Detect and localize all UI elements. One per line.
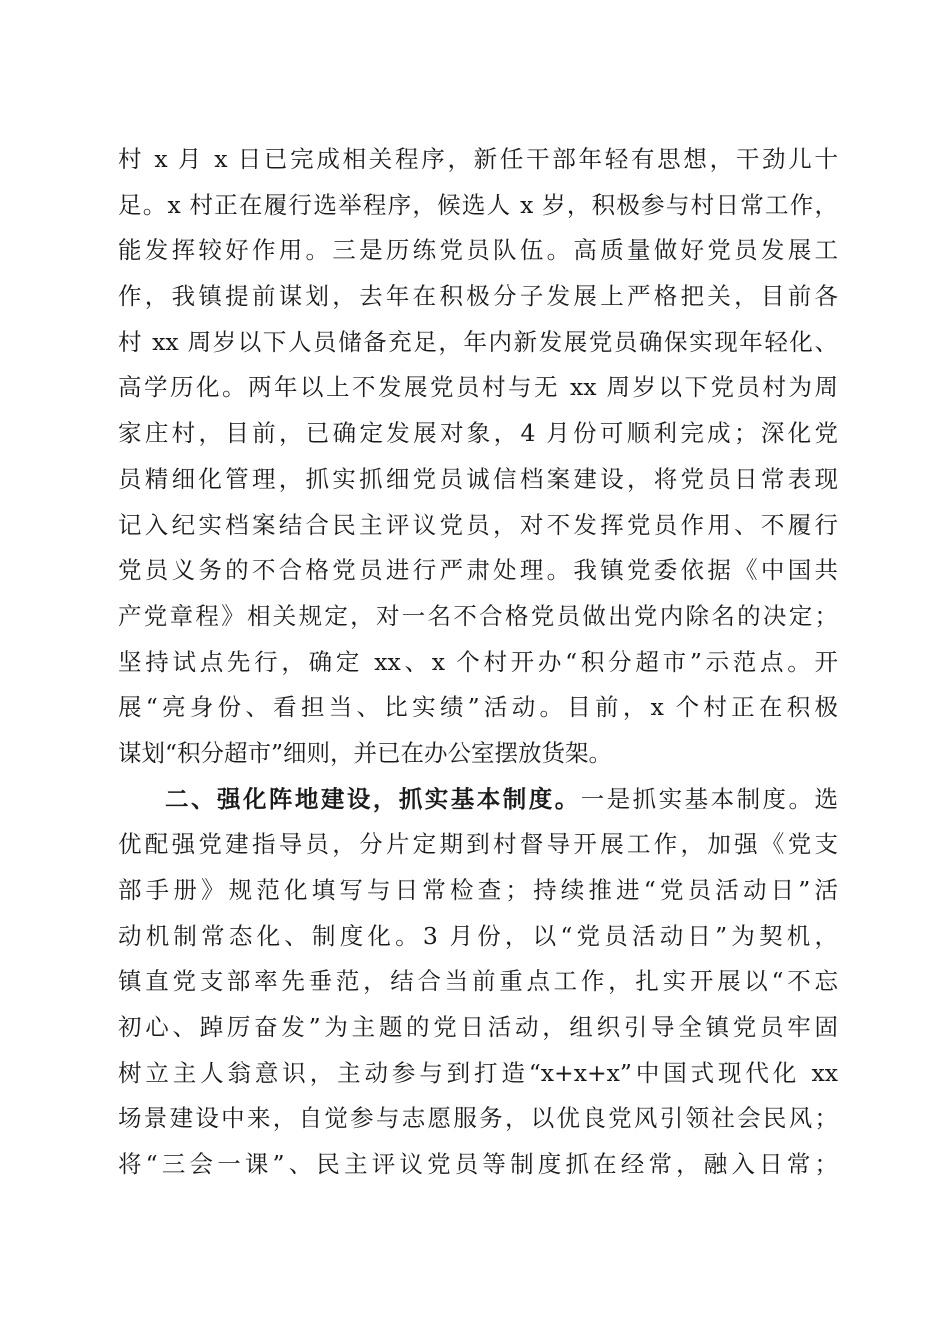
body-line: 村 x 月 x 日已完成相关程序，新任干部年轻有思想，干劲儿十 <box>118 145 838 173</box>
body-line: 树立主人翁意识，主动参与到打造“x+x+x”中国式现代化 xx <box>118 1058 838 1087</box>
body-line: 高学历化。两年以上不发展党员村与无 xx 周岁以下党员村为周 <box>118 373 838 402</box>
body-line: 部手册》规范化填写与日常检查；持续推进“党员活动日”活 <box>118 876 838 904</box>
body-line: 谋划“积分超市”细则，并已在办公室摆放货架。 <box>118 738 613 767</box>
body-line: 展“亮身份、看担当、比实绩”活动。目前，x 个村正在积极 <box>118 693 838 722</box>
body-line: 场景建设中来，自觉参与志愿服务，以优良党风引领社会民风； <box>118 1104 838 1133</box>
body-line: 村 xx 周岁以下人员储备充足，年内新发展党员确保实现年轻化、 <box>118 327 838 356</box>
body-line: 动机制常态化、制度化。3 月份，以“党员活动日”为契机， <box>118 921 838 950</box>
body-line: 员精细化管理，抓实抓细党员诚信档案建设，将党员日常表现 <box>118 464 838 493</box>
body-line: 记入纪实档案结合民主评议党员，对不发挥党员作用、不履行 <box>118 510 838 539</box>
body-line: 党员义务的不合格党员进行严肃处理。我镇党委依据《中国共 <box>118 556 838 585</box>
section-heading: 二、强化阵地建设，抓实基本制度。 <box>165 784 581 813</box>
body-line: 足。x 村正在履行选举程序，候选人 x 岁，积极参与村日常工作， <box>118 190 838 219</box>
body-line: 将“三会一课”、民主评议党员等制度抓在经常，融入日常； <box>118 1150 838 1179</box>
body-line: 能发挥较好作用。三是历练党员队伍。高质量做好党员发展工 <box>118 236 838 265</box>
body-line: 镇直党支部率先垂范，结合当前重点工作，扎实开展以“不忘 <box>118 967 838 996</box>
section-heading-line <box>118 777 838 823</box>
document-body <box>118 137 838 1188</box>
body-line: 产党章程》相关规定，对一名不合格党员做出党内除名的决定； <box>118 601 838 630</box>
body-line: 作，我镇提前谋划，去年在积极分子发展上严格把关，目前各 <box>118 282 838 311</box>
section-lead-text: 一是抓实基本制度。选 <box>580 784 839 813</box>
body-line: 坚持试点先行，确定 xx、x 个村开办“积分超市”示范点。开 <box>118 647 838 676</box>
body-line: 初心、踔厉奋发”为主题的党日活动，组织引导全镇党员牢固 <box>118 1013 838 1042</box>
body-line: 家庄村，目前，已确定发展对象，4 月份可顺利完成；深化党 <box>118 419 838 448</box>
body-line: 优配强党建指导员，分片定期到村督导开展工作，加强《党支 <box>118 830 838 859</box>
